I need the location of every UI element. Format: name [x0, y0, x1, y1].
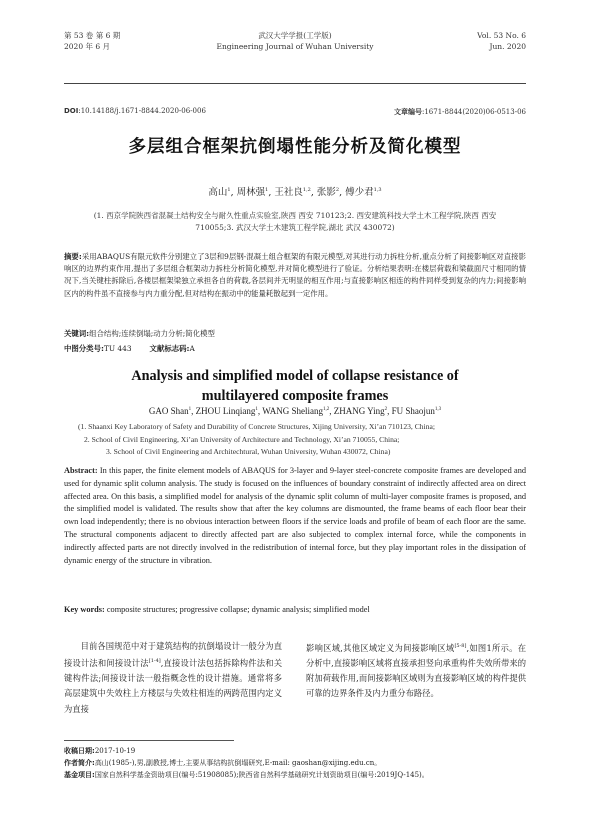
- header-center: [64, 30, 526, 52]
- author-list-cn: 高山$^1$, 周林强$^1$, 王社良$^{1,2}$, 张影$^2$, 傅少君$^{1,3}$: [208, 186, 382, 198]
- footnote-divider: [64, 740, 234, 741]
- author-bio: 作者简介:高山(1985-),男,副教授,博士,主要从事结构抗倒塌研究,E-mail: gaoshan@xijing.edu.cn。: [64, 759, 382, 767]
- classification-codes: 中图分类号:TU 443 文献标志码:A: [64, 344, 195, 353]
- author-en: FU Shaojun: [391, 406, 435, 416]
- author-en: ZHANG Ying: [333, 406, 385, 416]
- document-code: A: [189, 344, 195, 353]
- affiliation-cn: (1. 西京学院陕西省混凝土结构安全与耐久性重点实验室,陕西 西安 710123;2. 西安建筑科技大学土木工程学院,陕西 西安 710055;3. 武汉大学土木建筑工程学院,湖北 武汉 430072): [93, 211, 497, 232]
- abstract-en-label: Abstract:: [64, 466, 98, 475]
- author-list-en: GAO Shan$^1$, ZHOU Linqiang$^1$, WANG Sheliang$^{1,2}$, ZHANG Ying$^2$, FU Shaojun$^{1,3}$: [148, 406, 442, 416]
- keywords-en: Key words: composite structures; progressive collapse; dynamic analysis; simplified model: [64, 605, 370, 614]
- abstract-cn-label: 摘要:: [64, 252, 82, 261]
- abstract-cn: [64, 251, 526, 300]
- doi[interactable]: DOI:10.14188/j.1671-8844.2020-06-006: [64, 107, 206, 115]
- author-cn: 高山: [208, 187, 228, 198]
- author-cn: 周林强: [236, 187, 266, 198]
- affiliation-en: (1. Shaanxi Key Laboratory of Safety and Durability of Concrete Structures, Xijing University, Xi’an 710123, China; 2. School of Civil Engineering, Xi’an University of Architecture and Technology, Xi’an 710055, China; 3. School of Civil Engineering and Architechtural, Wuhan University, Wuhan 430072, China): [78, 422, 435, 456]
- page-title-en: Analysis and simplified model of collapse resistance of multilayered composite frames: [131, 368, 459, 404]
- body-text-left: 目前各国规范中对于建筑结构的抗倒塌设计一般分为直接设计法和间接设计法[1-4],直接设计法包括拆除构件法和关键构件法;间接设计法一般指概念性的设计措施。通常将多高层建筑中失效柱上方楼层与失效柱相连的两跨范围内定义为直接: [64, 641, 282, 714]
- running-header: [64, 30, 526, 80]
- abstract-en: [64, 465, 526, 567]
- author-en: GAO Shan: [148, 406, 189, 416]
- article-number: 文章编号:1671-8844(2020)06-0513-06: [394, 108, 526, 116]
- page-title-cn: 多层组合框架抗倒塌性能分析及简化模型: [128, 137, 462, 157]
- abstract-en-text: In this paper, the finite element models of ABAQUS for 3-layer and 9-layer steel-concrete composite frames are developed and used for dynamic split column analysis. The study is focused on the influences of boundary constraint of indirectly affected area on direct affected area. On this basis, a simplified model for analysis of the dynamic split column of multi-layer composite frames is proposed, and the simplified model is validated. The results show that after the key columns are dismounted, the frame beams of each floor bear their own load independently; there is no obvious interaction between floors if the service loads and profile of beam of each floor are the same. The structural components adjacent to directly affected part are also subjected to complex internal force, while the components in indirectly affected parts are not directly involved in the redistribution of internal force, but they play important roles in the dissipation of dynamic energy of the structure in vibration.: [64, 466, 526, 565]
- clc-code: TU 443: [103, 344, 132, 353]
- header-divider: [64, 83, 526, 84]
- date-en: Jun. 2020: [489, 42, 526, 51]
- author-cn: 傅少君: [345, 187, 374, 198]
- received-date: 收稿日期:2017-10-19: [64, 747, 136, 755]
- author-en: WANG Sheliang: [262, 406, 323, 416]
- volume-issue-cn: 第 53 卷 第 6 期: [64, 31, 121, 40]
- body-text-right: 影响区域,其他区域定义为间接影响区域[5-8],如图1所示。在分析中,直接影响区域将直接承担竖向承重构件失效所带来的附加荷载作用,而间接影响区域则为直接影响区域的构件提供可靠的边界条件及内力重分布路径。: [306, 642, 526, 699]
- journal-name-cn: 武汉大学学报(工学版): [258, 31, 332, 40]
- footnotes: [64, 745, 526, 781]
- citation-ref[interactable]: [5-8]: [454, 643, 467, 649]
- header-right: [477, 30, 526, 52]
- volume-issue-en: Vol. 53 No. 6: [477, 31, 526, 40]
- author-cn: 王社良: [274, 187, 303, 198]
- abstract-cn-text: 采用ABAQUS有限元软件分别建立了3层和9层钢-混凝土组合框架的有限元模型,对其进行动力拆柱分析,重点分析了间接影响区对直接影响区的边界约束作用,提出了多层组合框架动力拆柱分析简化模型,并对简化模型进行了验证。分析结果表明:在楼层荷载和梁截面尺寸相同的情况下,当关键柱拆除后,各楼层框架梁独立承担各自的荷载,各层间并无明显的相互作用;与直接影响区相连的构件同样受到复杂的内力;间接影响区内的构件虽不直接参与内力重分配,但对结构在振动中的能量耗散起到一定作用。: [64, 252, 526, 298]
- date-cn: 2020 年 6 月: [64, 42, 111, 51]
- journal-name-en: Engineering Journal of Wuhan University: [216, 42, 374, 51]
- keywords-cn: 关键词:组合结构;连续倒塌;动力分析;简化模型: [64, 329, 215, 338]
- author-cn: 张影: [316, 187, 336, 198]
- author-en: ZHOU Linqiang: [195, 406, 256, 416]
- funding: 基金项目:国家自然科学基金资助项目(编号:51908085);陕西省自然科学基础研究计划资助项目(编号:2019JQ-145)。: [64, 771, 429, 779]
- citation-ref[interactable]: [1-4]: [148, 658, 161, 665]
